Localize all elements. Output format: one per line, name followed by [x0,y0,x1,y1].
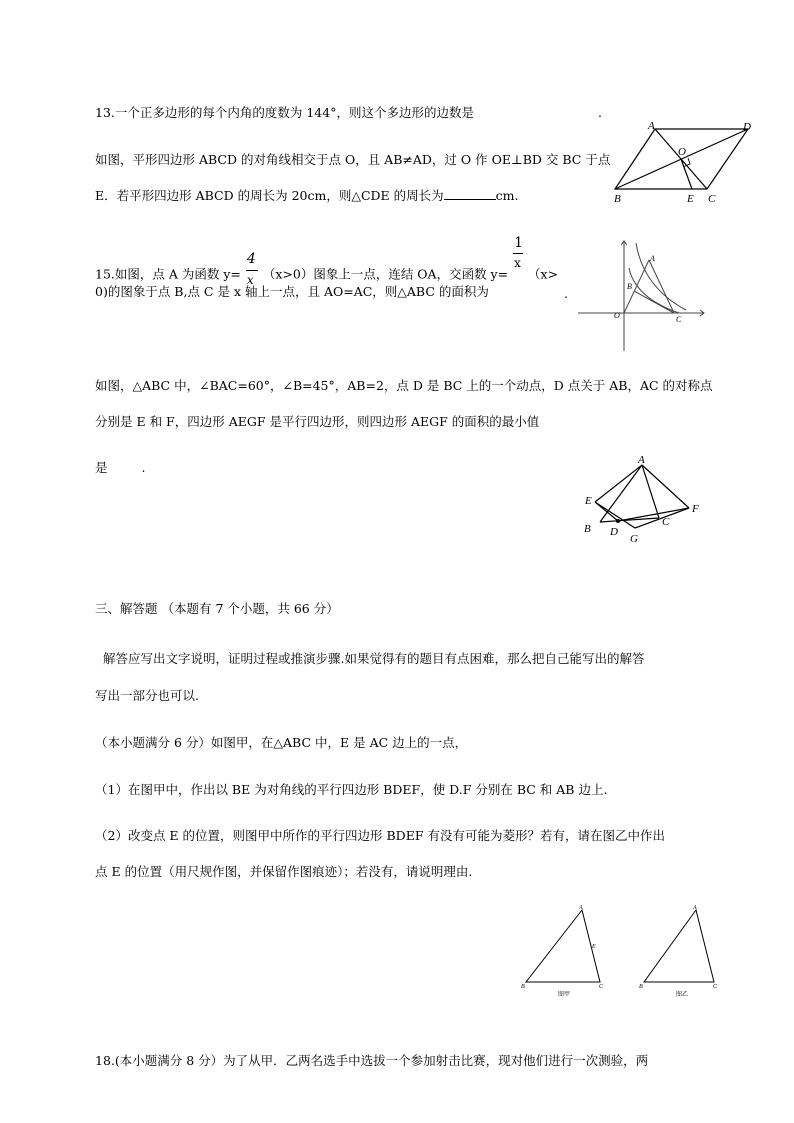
label-c: C [713,984,718,990]
section3-intro-line2: 写出一部分也可以. [95,688,199,703]
frac2-denominator: x [514,256,521,270]
label-a: A [650,254,655,263]
caption-jia: 图甲 [558,992,571,998]
q14-line2-pre: E．若平形四边形 ABCD 的周长为 20cm，则△CDE 的周长为 [95,188,444,203]
label-a: A [579,905,583,911]
q16-line3 [95,460,146,476]
q15-line1-post: （x> [528,266,559,282]
q13-end-dot: . [598,105,602,120]
curve-1-over-x [629,268,679,313]
label-c: C [676,315,682,324]
q16-parallelogram-figure [578,452,708,548]
q15-line1-mid: （x>0）图象上一点，连结 OA，交函数 y= [262,266,509,282]
triangle-abc [644,910,714,982]
label-a: A [648,120,655,132]
segment-ed [595,502,618,521]
label-f: F [692,503,699,515]
label-c: C [599,984,604,990]
label-a: A [693,905,697,911]
label-e: E [585,495,592,507]
q14-line2 [95,188,518,204]
q14-line1: 如图，平形四边形 ABCD 的对角线相交于点 O，且 AB≠AD，过 O 作 OE⊥BD 交 BC 于点 [95,152,611,167]
triangle-abc [526,910,600,982]
curve-4-over-x [636,243,686,310]
q16-line2: 分别是 E 和 F，四边形 AEGF 是平行四边形，则四边形 AEGF 的面积的最小值 [95,414,540,429]
label-b: B [521,984,525,990]
q15-end-dot: . [564,286,568,301]
label-c: C [662,516,670,528]
q17-part1: （1）在图甲中，作出以 BE 为对角线的平行四边形 BDEF，使 D.F 分别在 BC 和 AB 边上. [95,782,608,797]
segment-ac [649,260,674,313]
right-angle-mark [684,158,690,167]
frac1-numerator: 4 [246,251,256,267]
label-b: B [639,984,643,990]
q13-text [95,105,474,121]
section3-title: 三、解答题 （本题有 7 个小题，共 66 分） [95,601,339,616]
q17-figure-yi [636,902,728,998]
label-b: B [627,282,632,291]
q15-fraction-1-over-x [513,235,523,287]
q17-part2-line2: 点 E 的位置（用尺规作图，并保留作图痕迹）；若没有，请说明理由. [95,864,473,879]
segment-df [618,508,689,521]
q14-parallelogram-figure [610,118,760,208]
label-d: D [610,526,618,538]
segment-eg [595,502,635,528]
q14-line2-post: cm. [495,188,519,203]
q15-line1-pre: 15.如图，点 A 为函数 y= [95,266,241,282]
q18-line1: 18.(本小题满分 8 分）为了从甲．乙两名选手中选拔一个参加射击比赛，现对他们进行一次测验，两 [95,1053,649,1068]
segment-oe [681,159,692,189]
section3-intro-line1: 解答应写出文字说明，证明过程或推演步骤.如果觉得有的题目有点困难，那么把自己能写出的解答 [103,651,645,666]
q16-line3-text: 是 [95,460,108,475]
label-c: C [708,193,716,205]
frac2-numerator: 1 [514,235,523,251]
q17-figure-jia [518,902,610,998]
point-d [616,519,620,523]
q14-answer-blank[interactable] [444,188,496,200]
label-g: G [630,533,638,545]
q15-hyperbola-figure [574,238,708,353]
q15-line2: 0)的图象于点 B,点 C 是 x 轴上一点，且 AO=AC，则△ABC 的面积为 [95,284,489,299]
label-o: O [678,146,686,158]
q16-line1: 如图，△ABC 中，∠BAC=60°，∠B=45°，AB=2，点 D 是 BC 上的一个动点，D 点关于 AB，AC 的对称点 [95,378,713,393]
label-a: A [638,454,645,466]
label-e: E [687,193,694,205]
frac2-bar [513,253,523,254]
label-d: D [743,121,751,133]
label-b: B [614,193,621,205]
label-b: B [584,523,591,535]
frac1-denominator: x [246,273,254,287]
frac1-bar [246,270,258,271]
q17-stem: （本小题满分 6 分）如图甲，在△ABC 中，E 是 AC 边上的一点， [95,735,468,750]
q17-part2-line1: （2）改变点 E 的位置，则图甲中所作的平行四边形 BDEF 有没有可能为菱形？若有，请在图乙中作出 [95,828,665,843]
caption-yi: 图乙 [676,992,689,998]
segment-bc [634,291,674,313]
label-e: E [592,944,596,950]
q16-end-dot: . [141,460,146,475]
q13-stem: 13.一个正多边形的每个内角的度数为 144°，则这个多边形的边数是 [95,105,474,120]
label-o: O [614,311,620,320]
